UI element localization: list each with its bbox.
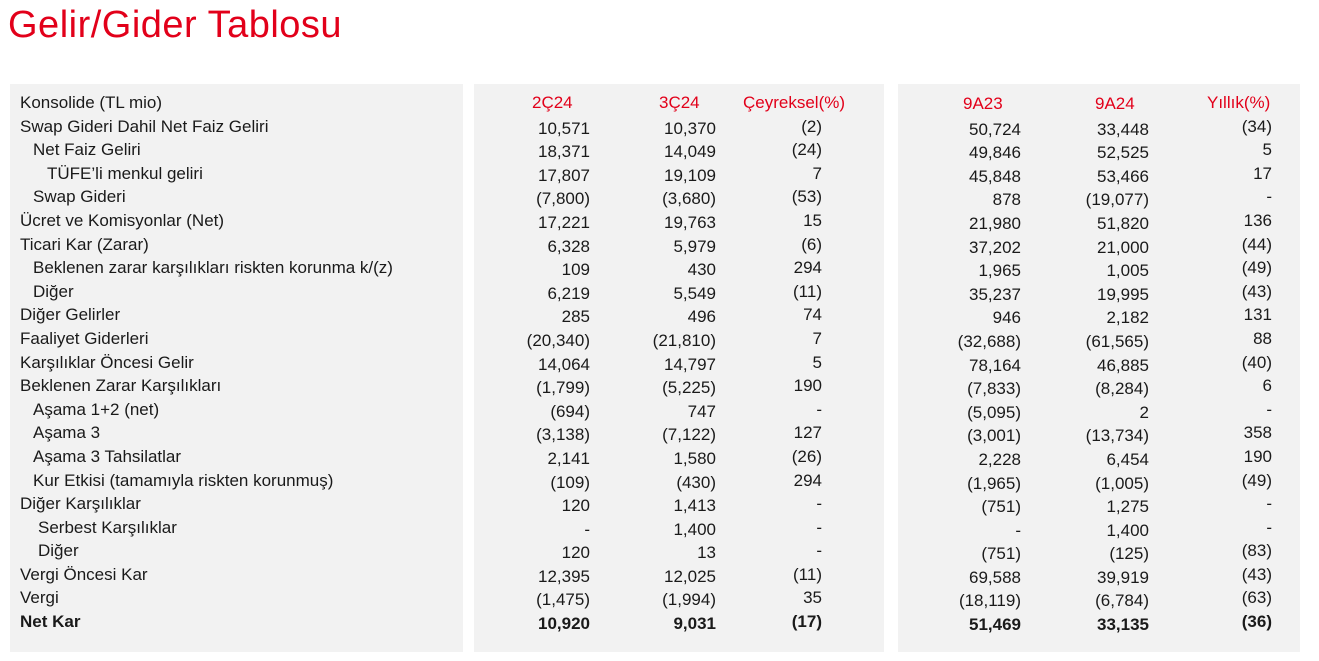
cell-yearly-change: (44) [1241,234,1272,254]
page-title: Gelir/Gider Tablosu [8,4,343,46]
cell-quarterly-change: (26) [791,446,822,466]
cell-9a24: (125) [1109,544,1149,564]
cell-2q24: (7,800) [536,189,590,209]
cell-yearly-change: 17 [1253,163,1272,183]
row-label: Diğer [38,541,79,561]
cell-9a23: (18,119) [958,591,1021,611]
header-label: Konsolide (TL mio) [20,93,163,112]
cell-2q24: (1,475) [536,590,590,610]
cell-quarterly-change: (17) [791,612,822,632]
row-label: Ticari Kar (Zarar) [20,234,149,254]
cell-9a24: 2 [1139,402,1149,422]
table-row-total [0,610,1319,634]
cell-quarterly-change: 74 [803,305,822,325]
cell-2q24: (109) [550,472,590,492]
cell-quarterly-change: (24) [791,140,822,160]
row-label: Kur Etkisi (tamamıyla riskten korunmuş) [33,470,334,490]
cell-3q24: 1,400 [673,519,716,539]
cell-3q24: (3,680) [662,189,716,209]
cell-quarterly-change: 35 [803,588,822,608]
cell-9a24: 52,525 [1097,143,1149,163]
cell-quarterly-change: (6) [801,234,822,254]
cell-2q24: 120 [561,543,590,563]
cell-yearly-change: (43) [1241,564,1272,584]
cell-9a23: 21,980 [969,213,1021,233]
cell-3q24: (430) [676,472,716,492]
cell-yearly-change: (83) [1241,541,1272,561]
table-row [0,563,1319,587]
row-label: Swap Gideri [33,187,126,207]
cell-3q24: 9,031 [673,614,716,634]
row-label: Vergi Öncesi Kar [20,564,148,584]
table-row [0,374,1319,398]
income-statement-table [0,91,1319,634]
cell-quarterly-change: - [816,541,822,561]
cell-9a24: 33,448 [1097,119,1149,139]
cell-quarterly-change: 5 [812,352,822,372]
cell-yearly-change: 136 [1243,210,1272,230]
cell-3q24: 19,763 [664,212,716,232]
cell-9a24: 53,466 [1097,166,1149,186]
cell-quarterly-change: (53) [791,187,822,207]
cell-quarterly-change: 294 [793,470,822,490]
cell-yearly-change: (34) [1241,116,1272,136]
cell-9a23: - [1015,520,1021,540]
cell-3q24: 14,797 [664,354,716,374]
table-row [0,586,1319,610]
cell-9a24: (1,005) [1095,473,1149,493]
cell-3q24: 5,549 [673,283,716,303]
cell-2q24: (694) [550,401,590,421]
cell-9a24: (8,284) [1095,379,1149,399]
cell-3q24: (5,225) [662,378,716,398]
cell-2q24: 2,141 [547,448,590,468]
row-label: Beklenen Zarar Karşılıkları [20,376,222,396]
cell-quarterly-change: (11) [793,564,822,584]
cell-yearly-change: (49) [1241,470,1272,490]
cell-2q24: 109 [561,260,590,280]
cell-9a24: (13,734) [1085,426,1149,446]
table-header [0,91,1319,115]
table-row [0,280,1319,304]
cell-9a23: 946 [992,308,1021,328]
cell-quarterly-change: - [816,517,822,537]
header-9a23: 9A23 [963,94,1003,113]
cell-3q24: (21,810) [652,330,716,350]
row-label: TÜFE’li menkul geliri [47,163,203,183]
row-label: Vergi [20,588,59,608]
cell-9a24: 33,135 [1097,615,1149,635]
cell-3q24: 5,979 [673,236,716,256]
header-yearly-change: Yıllık(%) [1207,93,1271,112]
row-label: Aşama 3 Tahsilatlar [33,446,182,466]
cell-9a23: (751) [981,497,1021,517]
table-row [0,398,1319,422]
cell-3q24: 1,413 [673,496,716,516]
cell-yearly-change: (40) [1241,352,1272,372]
cell-2q24: 10,571 [538,118,590,138]
cell-2q24: (20,340) [526,330,590,350]
cell-quarterly-change: 15 [803,210,822,230]
cell-yearly-change: 5 [1262,140,1272,160]
cell-2q24: 12,395 [538,566,590,586]
cell-9a24: 21,000 [1097,237,1149,257]
row-label: Net Kar [20,612,81,632]
cell-2q24: 120 [561,496,590,516]
cell-3q24: 13 [697,543,716,563]
header-9a24: 9A24 [1095,94,1135,113]
cell-yearly-change: (49) [1241,258,1272,278]
cell-yearly-change: 190 [1243,446,1272,466]
row-label: Beklenen zarar karşılıkları riskten korunma k/(z) [33,258,393,278]
row-label: Faaliyet Giderleri [20,328,149,348]
cell-9a23: (751) [981,544,1021,564]
header-2q24: 2Ç24 [532,93,573,112]
table-row [0,492,1319,516]
cell-yearly-change: (43) [1241,281,1272,301]
cell-3q24: 19,109 [664,165,716,185]
cell-9a24: (61,565) [1085,331,1149,351]
cell-2q24: (3,138) [536,425,590,445]
cell-3q24: 1,580 [673,448,716,468]
table-row [0,516,1319,540]
table-row [0,327,1319,351]
row-label: Swap Gideri Dahil Net Faiz Geliri [20,116,269,136]
cell-9a24: 1,005 [1106,261,1149,281]
cell-yearly-change: - [1266,494,1272,514]
cell-yearly-change: - [1266,399,1272,419]
cell-quarterly-change: 294 [793,258,822,278]
row-label: Karşılıklar Öncesi Gelir [20,352,194,372]
cell-3q24: (7,122) [662,425,716,445]
table-row [0,351,1319,375]
cell-9a23: (5,095) [967,402,1021,422]
table-row [0,233,1319,257]
cell-2q24: 6,219 [547,283,590,303]
row-label: Aşama 3 [33,423,101,443]
cell-9a24: 1,400 [1106,520,1149,540]
cell-yearly-change: 358 [1243,423,1272,443]
cell-9a23: (3,001) [967,426,1021,446]
cell-9a23: 1,965 [978,261,1021,281]
header-quarterly-change: Çeyreksel(%) [743,93,846,112]
row-label: Net Faiz Geliri [33,140,141,160]
cell-9a24: 51,820 [1097,213,1149,233]
cell-9a23: 45,848 [969,166,1021,186]
cell-9a23: 50,724 [969,119,1021,139]
cell-9a23: 2,228 [978,449,1021,469]
cell-quarterly-change: (2) [801,116,822,136]
table-row [0,138,1319,162]
cell-2q24: 14,064 [538,354,590,374]
table-row [0,421,1319,445]
table-row [0,539,1319,563]
cell-9a23: 69,588 [969,567,1021,587]
cell-quarterly-change: 127 [793,423,822,443]
cell-3q24: 14,049 [664,142,716,162]
cell-9a23: 37,202 [969,237,1021,257]
cell-9a24: 2,182 [1106,308,1149,328]
row-label: Diğer Gelirler [20,305,121,325]
cell-3q24: 12,025 [664,566,716,586]
cell-yearly-change: 6 [1262,376,1272,396]
table-row [0,162,1319,186]
table-row [0,209,1319,233]
cell-9a23: (7,833) [967,379,1021,399]
row-label: Aşama 1+2 (net) [33,399,160,419]
cell-quarterly-change: (11) [793,281,822,301]
cell-2q24: 18,371 [538,142,590,162]
table-row [0,115,1319,139]
table-row [0,256,1319,280]
cell-9a23: 878 [992,190,1021,210]
cell-9a23: 49,846 [969,143,1021,163]
row-label: Serbest Karşılıklar [38,517,177,537]
cell-2q24: 17,807 [538,165,590,185]
cell-9a24: (6,784) [1095,591,1149,611]
cell-2q24: 6,328 [547,236,590,256]
cell-yearly-change: 88 [1253,328,1272,348]
table-row [0,303,1319,327]
cell-quarterly-change: - [816,399,822,419]
cell-yearly-change: 131 [1243,305,1272,325]
cell-yearly-change: (36) [1241,612,1272,632]
cell-3q24: 430 [687,260,716,280]
cell-3q24: 496 [687,307,716,327]
cell-quarterly-change: 7 [812,328,822,348]
cell-9a24: 39,919 [1097,567,1149,587]
table-row [0,445,1319,469]
cell-9a23: 78,164 [969,355,1021,375]
cell-9a24: 1,275 [1106,497,1149,517]
cell-9a23: 35,237 [969,284,1021,304]
cell-quarterly-change: - [816,494,822,514]
cell-2q24: - [584,519,590,539]
cell-3q24: 10,370 [664,118,716,138]
cell-2q24: 17,221 [538,212,590,232]
cell-yearly-change: (63) [1241,588,1272,608]
cell-2q24: (1,799) [536,378,590,398]
header-3q24: 3Ç24 [659,93,700,112]
cell-quarterly-change: 190 [793,376,822,396]
cell-yearly-change: - [1266,517,1272,537]
cell-quarterly-change: 7 [812,163,822,183]
cell-9a24: (19,077) [1085,190,1149,210]
cell-3q24: (1,994) [662,590,716,610]
cell-yearly-change: - [1266,187,1272,207]
cell-9a23: 51,469 [969,615,1021,635]
cell-3q24: 747 [687,401,716,421]
cell-2q24: 10,920 [538,614,590,634]
cell-2q24: 285 [561,307,590,327]
cell-9a24: 46,885 [1097,355,1149,375]
table-row [0,469,1319,493]
row-label: Ücret ve Komisyonlar (Net) [20,210,225,230]
cell-9a23: (32,688) [957,331,1021,351]
cell-9a23: (1,965) [967,473,1021,493]
row-label: Diğer Karşılıklar [20,494,141,514]
row-label: Diğer [33,281,74,301]
cell-9a24: 19,995 [1097,284,1149,304]
cell-9a24: 6,454 [1106,449,1149,469]
table-row [0,185,1319,209]
